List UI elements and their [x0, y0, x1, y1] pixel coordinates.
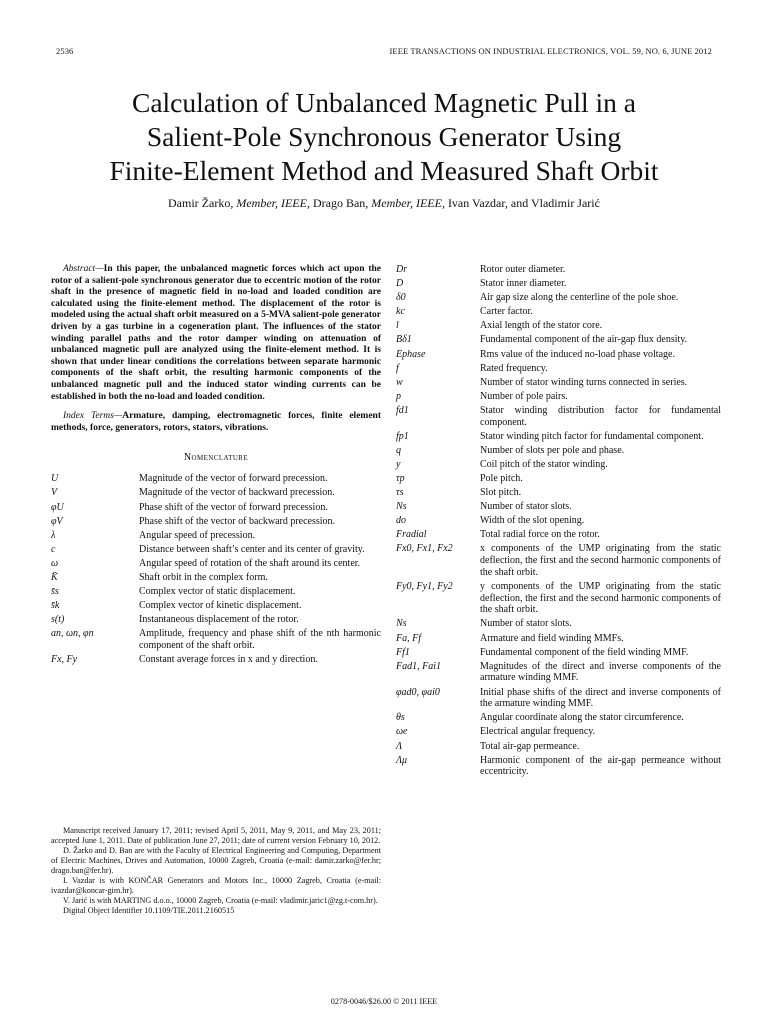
nomenclature-symbol: λ	[51, 529, 56, 541]
nomenclature-definition: Number of pole pairs.	[480, 390, 568, 402]
nomenclature-symbol: φV	[51, 515, 63, 527]
footnote: V. Jarić is with MARTING d.o.o., 10000 Zagreb, Croatia (e-mail: vladimir.jaric1@zg.t-com.hr).	[63, 896, 378, 905]
nomenclature-row	[51, 530, 381, 542]
nomenclature-definition: Coil pitch of the stator winding.	[480, 458, 608, 470]
footnote: D. Žarko and D. Ban are with the Faculty of Electrical Engineering and Computing, Department of Electric Machines, Drives and Automation, 10000 Zagreb, Croatia (e-mail: damir.zarko@fer.hr; drago.ban@fer.hr).	[51, 846, 381, 875]
nomenclature-definition: Number of stator slots.	[480, 501, 572, 513]
nomenclature-definition: Angular coordinate along the stator circumference.	[480, 712, 684, 724]
nomenclature-definition: Fundamental component of the field winding MMF.	[480, 646, 689, 658]
nomenclature-definition: Electrical angular frequency.	[480, 726, 596, 738]
nomenclature-definition: Amplitude, frequency and phase shift of the nth harmonic component of the shaft orbit.	[139, 628, 381, 652]
author-role: Member, IEEE	[236, 196, 307, 210]
nomenclature-definition: Rms value of the induced no-load phase voltage.	[480, 348, 675, 360]
nomenclature-symbol: ω	[51, 557, 59, 569]
footnote: I. Vazdar is with KONČAR Generators and Motors Inc., 10000 Zagreb, Croatia (e-mail: ivazdar@koncar-gim.hr).	[51, 876, 381, 895]
nomenclature-definition: Phase shift of the vector of backward precession.	[139, 515, 336, 527]
nomenclature-definition: Phase shift of the vector of forward precession.	[139, 501, 328, 513]
nomenclature-row	[396, 264, 721, 276]
nomenclature-symbol: Fy0, Fy1, Fy2	[396, 580, 453, 592]
nomenclature-definition: Carter factor.	[480, 306, 533, 318]
nomenclature-row	[51, 558, 381, 570]
nomenclature-symbol: Ns	[396, 501, 407, 513]
nomenclature-row	[396, 712, 721, 724]
nomenclature-symbol: s(t)	[51, 614, 65, 626]
nomenclature-symbol: Fx0, Fx1, Fx2	[396, 543, 453, 555]
nomenclature-row	[396, 487, 721, 499]
nomenclature-row	[396, 618, 721, 630]
nomenclature-definition: Pole pitch.	[480, 473, 523, 485]
nomenclature-row	[396, 431, 721, 443]
nomenclature-row	[396, 363, 721, 375]
nomenclature-symbol: τs	[396, 487, 404, 499]
nomenclature-symbol: y	[396, 458, 401, 470]
title-line: Salient-Pole Synchronous Generator Using	[146, 121, 622, 152]
nomenclature-row	[396, 473, 721, 485]
nomenclature-row	[396, 306, 721, 318]
author-name: Ivan Vazdar	[447, 196, 505, 210]
nomenclature-definition: Total air-gap permeance.	[480, 740, 580, 752]
nomenclature-symbol: Fa, Ff	[396, 632, 421, 644]
nomenclature-heading: Nomenclature	[183, 452, 249, 464]
nomenclature-symbol: Λμ	[396, 754, 408, 766]
nomenclature-row	[396, 529, 721, 541]
nomenclature-definition: Angular speed of rotation of the shaft around its center.	[139, 557, 361, 569]
left-column	[51, 264, 381, 668]
nomenclature-symbol: Λ	[396, 740, 403, 752]
nomenclature-symbol: Fradial	[396, 529, 427, 541]
abstract-label: Abstract—	[63, 264, 104, 274]
nomenclature-symbol: fp1	[396, 430, 409, 442]
nomenclature-symbol: D	[396, 278, 404, 290]
index-terms	[51, 411, 381, 434]
index-terms-label: Index Terms—	[63, 411, 123, 422]
nomenclature-definition: Stator winding distribution factor for fundamental component.	[480, 404, 721, 428]
nomenclature-symbol: ωe	[396, 726, 408, 738]
title-line: Calculation of Unbalanced Magnetic Pull in a	[131, 87, 637, 118]
nomenclature-definition: Shaft orbit in the complex form.	[139, 571, 268, 583]
nomenclature-definition: Magnitudes of the direct and inverse components of the armature winding MMF.	[480, 660, 721, 684]
copyright-footer: 0278-0046/$26.00 © 2011 IEEE	[330, 997, 438, 1006]
nomenclature-definition: Complex vector of static displacement.	[139, 586, 296, 598]
title-line: Finite-Element Method and Measured Shaft Orbit	[109, 155, 659, 186]
nomenclature-definition: Magnitude of the vector of backward precession.	[139, 487, 335, 499]
nomenclature-row	[396, 405, 721, 428]
nomenclature-symbol: p	[396, 390, 401, 402]
nomenclature-symbol: kc	[396, 306, 405, 318]
page-number: 2536	[56, 46, 74, 56]
nomenclature-row	[396, 320, 721, 332]
nomenclature-row	[396, 445, 721, 457]
nomenclature-definition: Number of stator slots.	[480, 618, 572, 630]
nomenclature-definition: Initial phase shifts of the direct and inverse components of the armature winding MMF.	[480, 686, 721, 710]
nomenclature-definition: Stator inner diameter.	[480, 278, 567, 290]
footnote: Digital Object Identifier 10.1109/TIE.2011.2160515	[63, 906, 235, 915]
nomenclature-row	[396, 633, 721, 645]
nomenclature-symbol: w	[396, 376, 403, 388]
nomenclature-symbol: an, ωn, φn	[51, 628, 94, 640]
author-name: Damir Žarko	[168, 196, 231, 210]
nomenclature-definition: Air gap size along the centerline of the pole shoe.	[480, 292, 679, 304]
nomenclature-definition: Fundamental component of the air-gap flux density.	[480, 334, 688, 346]
nomenclature-row	[396, 581, 721, 616]
nomenclature-definition: Constant average forces in x and y direction.	[139, 654, 318, 666]
nomenclature-symbol: do	[396, 515, 406, 527]
nomenclature-list-right	[396, 264, 721, 778]
nomenclature-row	[396, 459, 721, 471]
abstract-text: In this paper, the unbalanced magnetic forces which act upon the rotor of a salient-pole synchronous generator due to eccentric motion of the rotor shaft in the presence of magnetic field in no-load and loaded condition are calculated using the finite-element method. The displacement of the rotor is modeled using the actual shaft orbit measured on a 5-MVA salient-pole generator driven by a gas turbine in a cogeneration plant. The influences of the stator winding parallel paths and the rotor damper winding on attenuation of unbalanced magnetic pull are analyzed using the finite-element method. It is shown that under linear conditions the correlations between separate harmonic components of the shaft orbit, the resulting harmonic components of the unbalanced magnetic pull and the induced stator winding currents can be established in both the no-load and loaded condition.	[51, 264, 381, 402]
nomenclature-symbol: φU	[51, 501, 64, 513]
nomenclature-symbol: Dr	[396, 264, 408, 275]
nomenclature-definition: Slot pitch.	[480, 487, 522, 499]
nomenclature-row	[396, 334, 721, 346]
nomenclature-row	[396, 543, 721, 578]
nomenclature-row	[396, 501, 721, 513]
nomenclature-definition: y components of the UMP originating from the static deflection, the first and the second harmonic components of the shaft orbit.	[480, 580, 721, 616]
nomenclature-symbol: V	[51, 487, 58, 499]
nomenclature-row	[396, 755, 721, 778]
paper-title	[40, 86, 728, 188]
nomenclature-row	[51, 600, 381, 612]
nomenclature-symbol: l	[396, 320, 399, 332]
nomenclature-definition: Magnitude of the vector of forward precession.	[139, 473, 328, 485]
nomenclature-definition: Rated frequency.	[480, 362, 548, 374]
nomenclature-row	[51, 473, 381, 485]
nomenclature-symbol: fd1	[396, 404, 409, 416]
nomenclature-definition: Axial length of the stator core.	[480, 320, 603, 332]
nomenclature-symbol: s̄s	[51, 586, 59, 598]
nomenclature-definition: Rotor outer diameter.	[480, 264, 566, 275]
nomenclature-definition: Number of stator winding turns connected in series.	[480, 376, 688, 388]
nomenclature-definition: Angular speed of precession.	[139, 529, 256, 541]
nomenclature-symbol: Fx, Fy	[51, 654, 78, 666]
nomenclature-row	[51, 628, 381, 651]
nomenclature-symbol: τp	[396, 473, 405, 485]
right-column	[396, 264, 721, 780]
nomenclature-symbol: Bδ1	[396, 334, 412, 346]
nomenclature-definition: Width of the slot opening.	[480, 515, 585, 527]
nomenclature-row	[396, 661, 721, 684]
nomenclature-definition: x components of the UMP originating from the static deflection, the first and the second harmonic components of the shaft orbit.	[480, 543, 721, 578]
author-role: Member, IEEE	[371, 196, 442, 210]
footnotes	[51, 826, 381, 916]
nomenclature-row	[396, 377, 721, 389]
nomenclature-row	[396, 278, 721, 290]
nomenclature-row	[396, 741, 721, 753]
nomenclature-row	[51, 572, 381, 584]
nomenclature-symbol: δ0	[396, 292, 406, 304]
journal-header: IEEE TRANSACTIONS ON INDUSTRIAL ELECTRONICS, VOL. 59, NO. 6, JUNE 2012	[389, 46, 712, 56]
nomenclature-row	[396, 292, 721, 304]
nomenclature-symbol: θs	[396, 712, 405, 724]
nomenclature-row	[396, 726, 721, 738]
nomenclature-row	[396, 391, 721, 403]
nomenclature-row	[396, 349, 721, 361]
nomenclature-row	[51, 502, 381, 514]
nomenclature-list-left	[51, 473, 381, 666]
nomenclature-symbol: f	[396, 362, 399, 374]
nomenclature-symbol: K̄	[51, 571, 58, 583]
nomenclature-definition: Complex vector of kinetic displacement.	[139, 600, 302, 612]
footnote: Manuscript received January 17, 2011; revised April 5, 2011, May 9, 2011, and May 23, 2011; accepted June 1, 2011. Date of publication June 27, 2011; date of current version February 10, 2012.	[51, 826, 381, 845]
nomenclature-row	[51, 544, 381, 556]
nomenclature-definition: Number of slots per pole and phase.	[480, 444, 625, 456]
nomenclature-row	[396, 515, 721, 527]
nomenclature-row	[396, 687, 721, 710]
nomenclature-definition: Total radial force on the rotor.	[480, 529, 600, 541]
nomenclature-symbol: c	[51, 543, 56, 555]
nomenclature-row	[396, 647, 721, 659]
nomenclature-symbol: Fad1, Fai1	[396, 660, 441, 672]
nomenclature-symbol: Ephase	[396, 348, 426, 360]
nomenclature-symbol: q	[396, 444, 401, 456]
author-list: Damir Žarko, Member, IEEE, Drago Ban, Member, IEEE, Ivan Vazdar, and Vladimir Jarić	[168, 196, 600, 210]
nomenclature-row	[51, 516, 381, 528]
author-name: Vladimir Jarić	[530, 196, 600, 210]
abstract	[51, 264, 381, 403]
nomenclature-symbol: Ns	[396, 618, 407, 630]
nomenclature-symbol: U	[51, 473, 59, 485]
nomenclature-definition: Distance between shaft’s center and its center of gravity.	[139, 543, 365, 555]
nomenclature-row	[51, 614, 381, 626]
author-name: Drago Ban	[312, 196, 366, 210]
nomenclature-definition: Armature and field winding MMFs.	[480, 632, 624, 644]
index-terms-text: Armature, damping, electromagnetic forces, finite element methods, force, generators, rotors, stators, vibrations.	[51, 411, 381, 433]
nomenclature-symbol: φad0, φai0	[396, 686, 440, 698]
nomenclature-row	[51, 487, 381, 499]
nomenclature-symbol: Ff1	[396, 646, 410, 658]
nomenclature-definition: Harmonic component of the air-gap permeance without eccentricity.	[480, 754, 721, 778]
nomenclature-definition: Instantaneous displacement of the rotor.	[139, 614, 299, 626]
nomenclature-row	[51, 586, 381, 598]
nomenclature-symbol: s̄k	[51, 600, 60, 612]
nomenclature-row	[51, 654, 381, 666]
nomenclature-definition: Stator winding pitch factor for fundamental component.	[480, 430, 704, 442]
